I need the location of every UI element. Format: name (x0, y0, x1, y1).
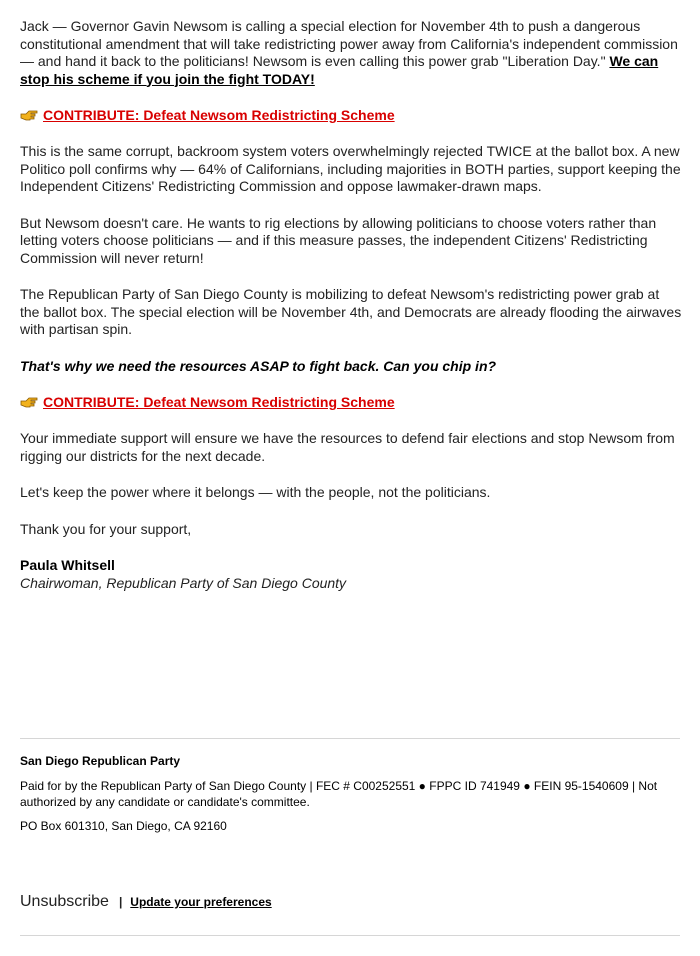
pointing-hand-icon (20, 396, 40, 409)
join-fight-link[interactable]: We can stop his scheme if you join the fight TODAY! (20, 53, 659, 87)
intro-paragraph (20, 18, 682, 88)
pointing-hand-icon (20, 109, 40, 122)
paragraph-support: Your immediate support will ensure we have the resources to defend fair elections and stop Newsom from rigging our districts for the next decade. (20, 430, 675, 464)
paragraph-mobilizing: The Republican Party of San Diego County is mobilizing to defeat Newsom's redistricting power grab at the ballot box. The special election will be November 4th, and Democrats are already flooding the airwaves with partisan spin. (20, 286, 682, 337)
contribute-link-2[interactable] (20, 394, 682, 411)
contribute-link-1[interactable] (20, 107, 682, 124)
contribute-link-label: CONTRIBUTE: Defeat Newsom Redistricting Scheme (43, 107, 395, 123)
update-preferences-link[interactable]: Update your preferences (130, 895, 272, 909)
unsubscribe-link[interactable]: Unsubscribe (20, 893, 109, 910)
paragraph-thanks: Thank you for your support, (20, 520, 192, 537)
paragraph-politico: This is the same corrupt, backroom system voters overwhelmingly rejected TWICE at the ballot box. A new Politico poll confirms why — 64% of Californians, including majorities in BOTH parties, support keeping the Independent Citizens' Redistricting Commission and oppose lawmaker-drawn maps. (20, 143, 681, 194)
contribute-link-label: CONTRIBUTE: Defeat Newsom Redistricting Scheme (43, 394, 395, 410)
email-body (20, 18, 682, 592)
footer-divider-bottom (20, 935, 680, 936)
paragraph-newsom: But Newsom doesn't care. He wants to rig elections by allowing politicians to choose voters rather than letting voters choose politicians — and if this measure passes, the independent Citizens' Redistricting Commission will never return! (20, 214, 657, 266)
footer-link-separator: | (118, 895, 123, 909)
paragraph-power: Let's keep the power where it belongs — with the people, not the politicians. (20, 484, 491, 500)
signature-title: Chairwoman, Republican Party of San Diego County (20, 574, 347, 591)
footer-disclaimer: Paid for by the Republican Party of San Diego County | FEC # C00252551 ● FPPC ID 741949 ● FEIN 95-1540609 | Not authorized by any candidate or candidate's committee. (20, 779, 658, 809)
footer-org-name: San Diego Republican Party (20, 754, 181, 768)
footer-divider-top (20, 738, 680, 739)
signature-name: Paula Whitsell (20, 557, 115, 573)
intro-text: Jack — Governor Gavin Newsom is calling a special election for November 4th to push a dangerous constitutional amendment that will take redistricting power away from California's independent commission — and hand it back to the politicians! Newsom is even calling this power grab "Liberation Day." (20, 18, 678, 69)
paragraph-chip-in: That's why we need the resources ASAP to fight back. Can you chip in? (20, 357, 497, 374)
footer-address: PO Box 601310, San Diego, CA 92160 (20, 819, 227, 833)
footer-links (20, 893, 272, 911)
